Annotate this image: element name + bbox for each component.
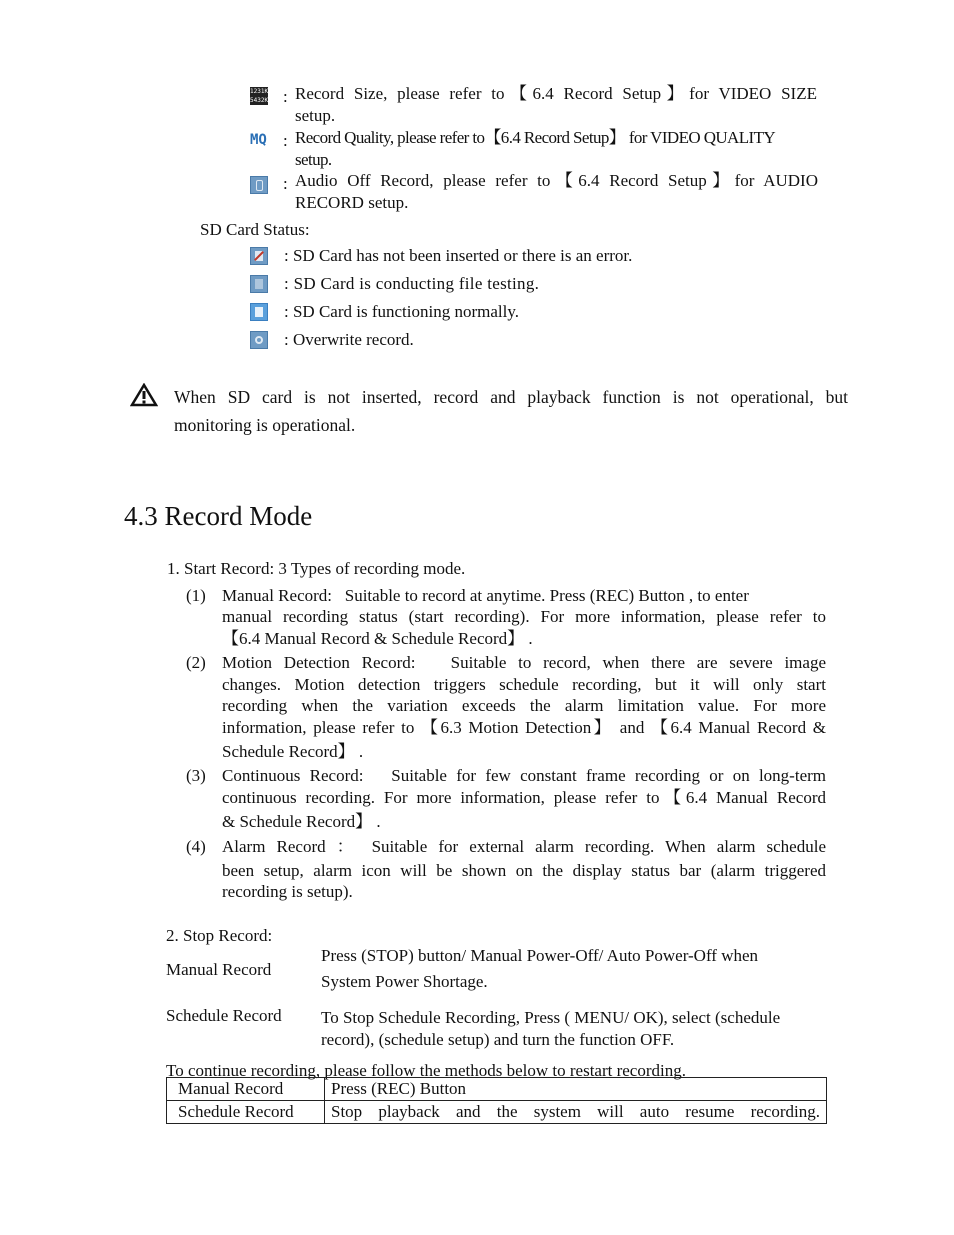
record-quality-text-cont: setup. (295, 150, 332, 169)
mode-line: & Schedule Record】 . (222, 812, 381, 831)
sd-status-item: : SD Card has not been inserted or there is an error. (284, 246, 633, 265)
mode-line: Manual Record: Suitable to record at anytime. Press (REC) Button , to enter (222, 586, 749, 605)
record-quality-text: Record Quality, please refer to【6.4 Record Setup】 for VIDEO QUALITY (295, 128, 776, 147)
mode-number: (3) (186, 766, 206, 785)
sd-status-item: : SD Card is functioning normally. (284, 302, 519, 321)
table-cell-label: Manual Record (167, 1078, 325, 1101)
overwrite-icon (250, 331, 268, 349)
mode-line: 【6.4 Manual Record & Schedule Record】 . (222, 629, 533, 648)
mode-line: recording is setup). (222, 882, 353, 901)
mode-line: changes. Motion detection triggers schedule recording, but it will only start (222, 675, 826, 694)
colon: : (283, 87, 288, 106)
sd-error-icon (250, 247, 268, 265)
sd-status-heading: SD Card Status: (200, 220, 310, 239)
mode-number: (4) (186, 837, 206, 856)
table-cell-action: Stop playback and the system will auto resume recording. (325, 1101, 827, 1124)
record-size-text: Record Size, please refer to【6.4 Record Setup】for VIDEO SIZE (295, 84, 817, 103)
table-cell-action: Press (REC) Button (325, 1078, 827, 1101)
table-cell-label: Schedule Record (167, 1101, 325, 1124)
stop-record-heading: 2. Stop Record: (166, 926, 273, 945)
sd-status-item: : Overwrite record. (284, 330, 414, 349)
stop-row-text: Press (STOP) button/ Manual Power-Off/ Auto Power-Off when (321, 946, 759, 965)
colon: : (283, 131, 288, 150)
continue-text: To continue recording, please follow the methods below to restart recording. (166, 1061, 686, 1080)
mode-line: Motion Detection Record: Suitable to record, when there are severe image (222, 653, 826, 672)
stop-row-text: record), (schedule setup) and turn the function OFF. (321, 1030, 675, 1049)
audio-off-text-cont: RECORD setup. (295, 193, 409, 212)
mode-line: Schedule Record】 . (222, 742, 364, 761)
record-quality-icon: MQ (250, 132, 267, 148)
mode-line: been setup, alarm icon will be shown on the display status bar (alarm triggered (222, 861, 826, 880)
record-size-icon: 1231K 5432K (250, 88, 269, 104)
mode-line: Alarm Record ： Suitable for external alarm recording. When alarm schedule (222, 837, 826, 856)
record-size-text-cont: setup. (295, 106, 336, 125)
table-row (167, 1078, 827, 1101)
mode-line: information, please refer to 【6.3 Motion Detection】 and 【6.4 Manual Record & (222, 718, 826, 737)
mode-line: recording when the variation exceeds the alarm limitation value. For more (222, 696, 826, 715)
audio-off-text: Audio Off Record, please refer to【6.4 Record Setup】for AUDIO (295, 171, 818, 190)
warning-text-line1: When SD card is not inserted, record and playback function is not operational, but (174, 387, 848, 407)
stop-row-text: To Stop Schedule Recording, Press ( MENU/ OK), select (schedule (321, 1008, 781, 1027)
stop-row-label: Schedule Record (166, 1006, 282, 1025)
mode-number: (1) (186, 586, 206, 605)
section-title: 4.3 Record Mode (124, 501, 313, 531)
warning-icon (130, 383, 158, 407)
audio-off-icon (250, 176, 268, 194)
mode-line: Continuous Record: Suitable for few constant frame recording or on long-term (222, 766, 826, 785)
sd-normal-icon (250, 303, 268, 321)
table-row (167, 1101, 827, 1124)
mode-line: continuous recording. For more information, please refer to【6.4 Manual Record (222, 788, 826, 807)
sd-status-item: : SD Card is conducting file testing. (284, 274, 540, 293)
start-record-heading: 1. Start Record: 3 Types of recording mode. (167, 559, 466, 578)
continue-table (166, 1077, 827, 1124)
stop-row-text: System Power Shortage. (321, 972, 488, 991)
stop-row-label: Manual Record (166, 960, 272, 979)
mode-number: (2) (186, 653, 206, 672)
mode-line: manual recording status (start recording). For more information, please refer to (222, 607, 826, 626)
colon: : (283, 174, 288, 193)
warning-text-line2: monitoring is operational. (174, 415, 356, 435)
sd-testing-icon (250, 275, 268, 293)
